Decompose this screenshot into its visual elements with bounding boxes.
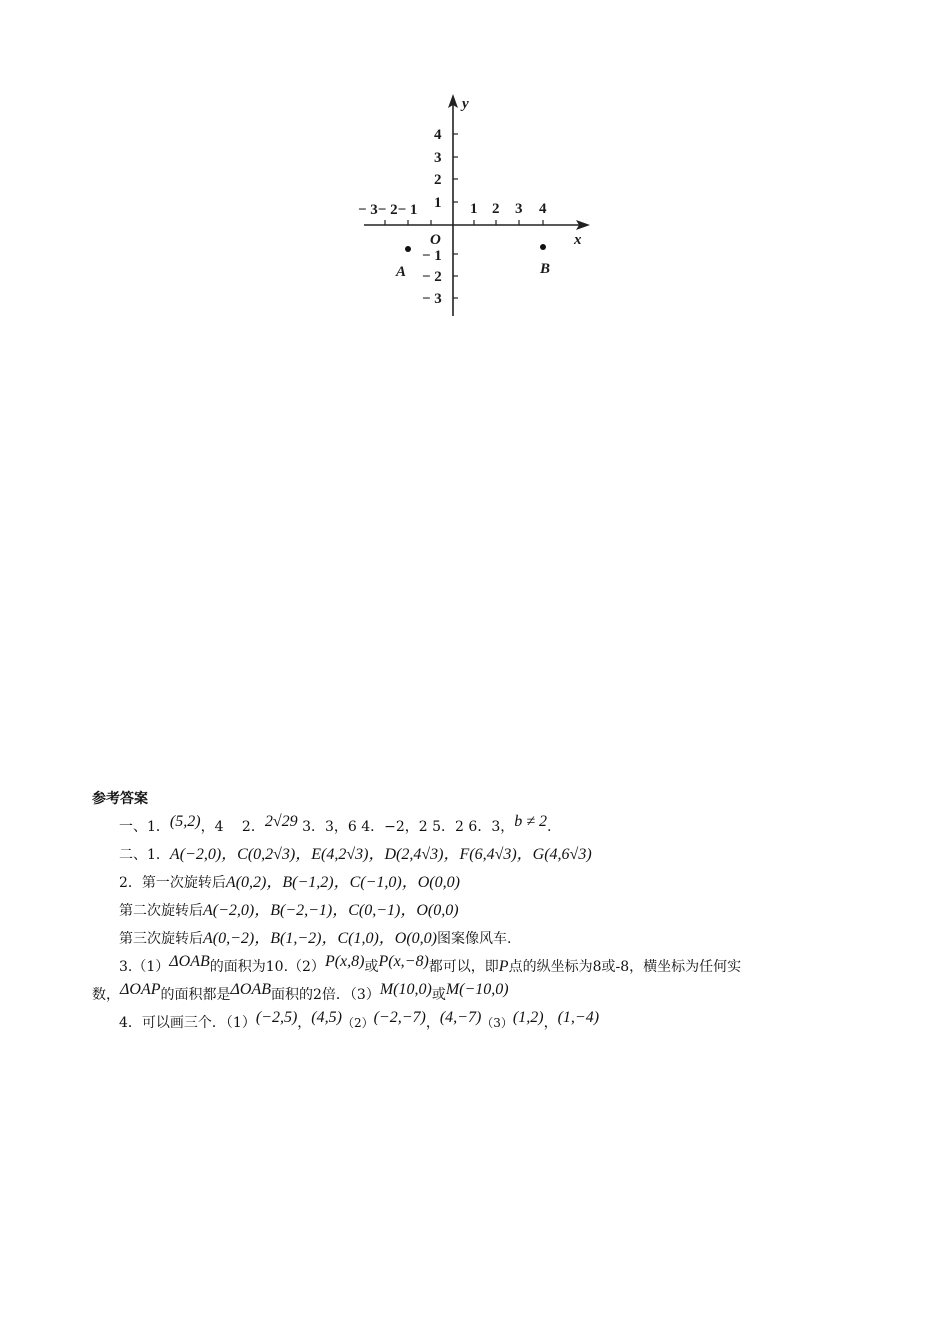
math: (5,2): [169, 813, 201, 830]
y-tick-label: 1: [434, 195, 442, 211]
text: 的面积为10.（2）: [209, 959, 325, 975]
origin-label: O: [430, 232, 441, 248]
text: 4．可以画三个．（1）: [119, 1015, 256, 1031]
coordinate-figure: [350, 88, 600, 323]
coordinate-plane-svg: [350, 88, 600, 323]
point-a: [405, 246, 411, 252]
text: （3）: [481, 1016, 513, 1030]
answer-line-6: [92, 953, 832, 981]
text: 第三次旋转后: [119, 931, 203, 947]
y-tick-label: − 3: [422, 291, 442, 307]
text: 3.（1）: [119, 959, 170, 975]
x-tick-label-negatives: − 3− 2− 1: [358, 202, 418, 218]
math: P: [498, 958, 509, 975]
math: A(−2,0)，B(−2,−1)，C(0,−1)，O(0,0): [203, 902, 459, 919]
answer-line-5: [92, 925, 832, 953]
y-tick-label: 3: [434, 150, 442, 166]
text: 一、1．: [119, 819, 170, 835]
math: (−2,−7): [373, 1009, 426, 1026]
math: P(x,−8): [378, 953, 429, 970]
text: 都可以，即: [428, 959, 499, 975]
text: ，: [297, 1015, 312, 1031]
x-axis-label: x: [574, 232, 582, 248]
y-tick-label: − 2: [422, 269, 442, 285]
point-b: [540, 244, 546, 250]
x-tick-label: 3: [515, 201, 523, 217]
y-tick-label: 2: [434, 172, 442, 188]
text: 第二次旋转后: [119, 903, 203, 919]
y-tick-label: 4: [434, 127, 442, 143]
y-tick-label: − 1: [422, 248, 442, 264]
answer-section: [92, 786, 832, 1037]
x-tick-label: 4: [539, 201, 547, 217]
answer-line-7: [92, 981, 832, 1009]
math: (4,5): [311, 1009, 342, 1026]
math: (1,−4): [557, 1009, 600, 1026]
text: 或: [364, 959, 379, 975]
text: ，: [543, 1015, 558, 1031]
text: 3．3，6 4．−2，2 5．2 6．3，: [297, 819, 515, 835]
text: ，: [425, 1015, 440, 1031]
x-tick-label: 1: [470, 201, 478, 217]
y-axis-label: y: [462, 96, 469, 112]
math: (−2,5): [255, 1009, 298, 1026]
text: 的面积都是: [160, 987, 231, 1003]
answer-line-8: [92, 1009, 832, 1037]
math: P(x,8): [324, 953, 365, 970]
text: 二、1．: [119, 847, 170, 863]
math: ΔOAB: [230, 981, 271, 998]
x-tick-label: 2: [492, 201, 500, 217]
math: M(−10,0): [445, 981, 509, 998]
point-b-label: B: [540, 261, 551, 277]
text: ，4 2．: [200, 819, 265, 835]
text: 图案像风车.: [437, 931, 512, 947]
answer-line-1: [92, 813, 832, 841]
point-a-label: A: [396, 264, 407, 280]
answer-line-3: [92, 869, 832, 897]
text: （2）: [341, 1016, 374, 1030]
math: A(−2,0)，C(0,2√3)，E(4,2√3)，D(2,4√3)，F(6,4√3)，G(4,6√3): [169, 846, 592, 863]
answer-line-4: [92, 897, 832, 925]
math: A(0,2)，B(−1,2)，C(−1,0)，O(0,0): [225, 874, 460, 891]
text: 2．第一次旋转后: [119, 875, 226, 891]
math: ΔOAP: [120, 981, 161, 998]
text: 数，: [92, 987, 120, 1003]
answer-line-2: [92, 841, 832, 869]
text: 或: [431, 987, 446, 1003]
math: M(10,0): [379, 981, 432, 998]
text: 面积的2倍．（3）: [271, 987, 380, 1003]
math: A(0,−2)，B(1,−2)，C(1,0)，O(0,0): [203, 930, 437, 947]
text: 点的纵坐标为8或-8，横坐标为任何实: [508, 959, 742, 975]
math: (1,2): [512, 1009, 544, 1026]
math: (4,−7): [439, 1009, 482, 1026]
answer-heading: 参考答案: [92, 791, 148, 807]
text: .: [547, 819, 552, 835]
math: b ≠ 2: [514, 813, 548, 830]
math: ΔOAB: [169, 953, 210, 970]
math: 2√29: [264, 813, 298, 830]
